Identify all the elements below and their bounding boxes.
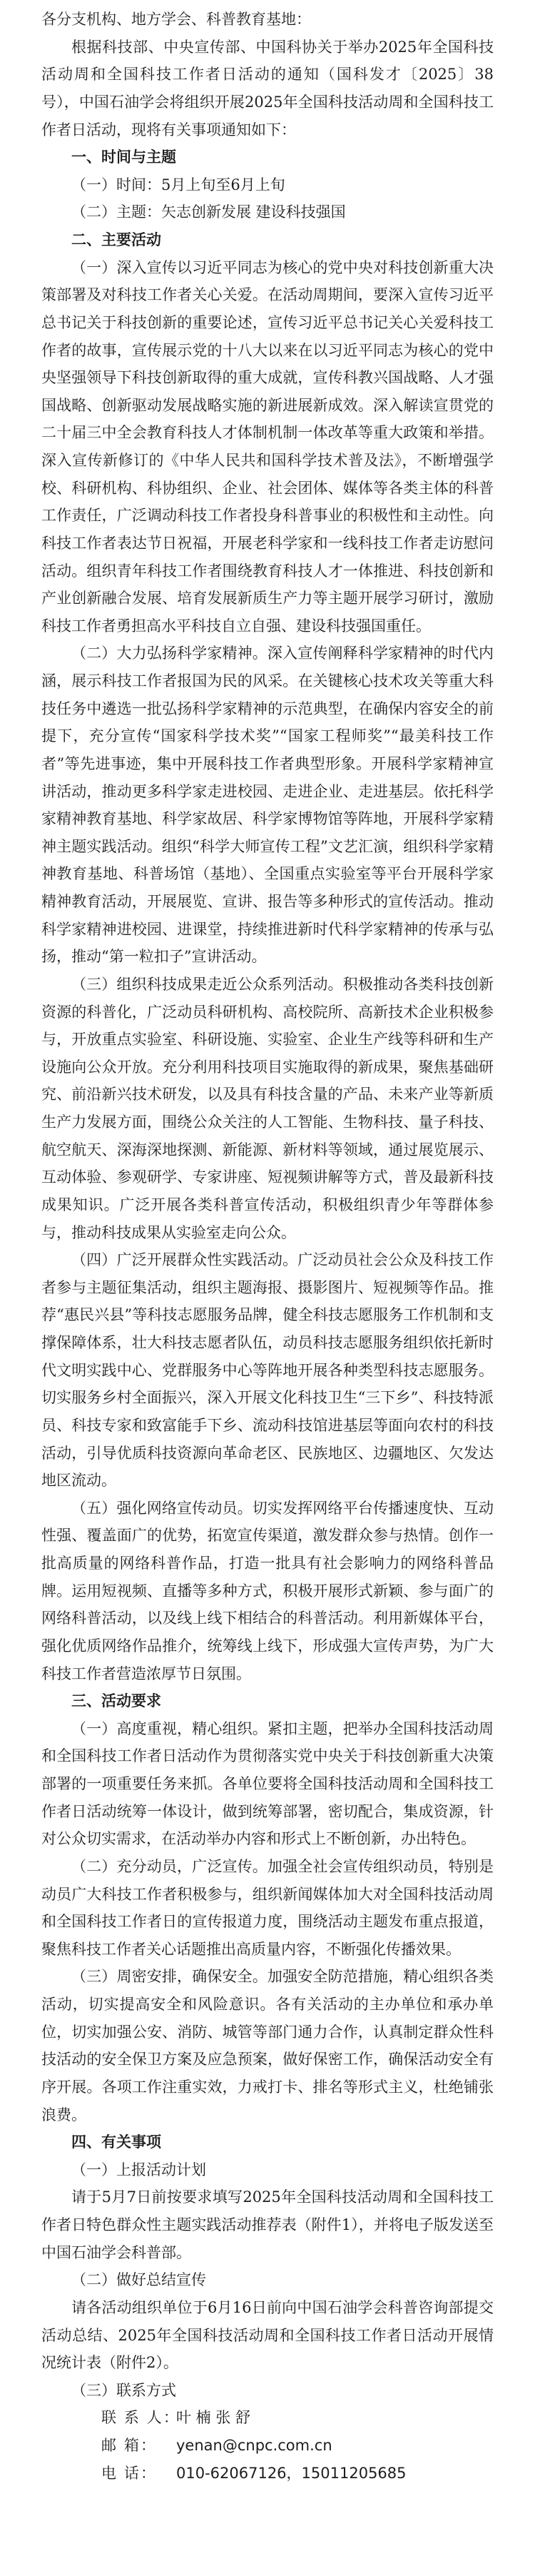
- section-item: （一）上报活动计划: [71, 2161, 206, 2178]
- section-item-detail: 请各活动组织单位于6月16日前向中国石油学会科普咨询部提交活动总结、2025年全国科技活动周和全国科技工作者日活动开展情况统计表（附件2）。: [41, 2298, 494, 2372]
- salutation: 各分支机构、地方学会、科普教育基地：: [41, 11, 311, 28]
- section-item: （一）时间：5月上旬至6月上旬: [71, 176, 285, 193]
- section-heading: 四、有关事项: [71, 2133, 161, 2151]
- section-item: （三）联系方式: [71, 2381, 176, 2399]
- section-heading: 一、时间与主题: [71, 148, 176, 166]
- contact-phone-label: 电 话：: [101, 2464, 158, 2482]
- intro-paragraph: 根据科技部、中央宣传部、中国科协关于举办2025年全国科技活动周和全国科技工作者日活动的通知（国科发才〔2025〕38号），中国石油学会将组织开展2025年全国科技活动周和全国科技工作者日活动，现将有关事项通知如下：: [41, 38, 494, 138]
- contact-person-label: 联 系 人：: [101, 2409, 180, 2427]
- contact-block: [41, 2404, 494, 2487]
- section-item: （二）充分动员，广泛宣传。加强全社会宣传组织动员，特别是动员广大科技工作者积极参与，组织新闻媒体加大对全国科技活动周和全国科技工作者日的宣传报道力度，围绕活动主题发布重点报道，聚焦科技工作者关心话题推出高质量内容，不断强化传播效果。: [41, 1857, 494, 1958]
- contact-email-link[interactable]: yenan@cnpc.com.cn: [176, 2437, 332, 2454]
- section: [41, 1687, 494, 2128]
- section-item: （四）广泛开展群众性实践活动。广泛动员社会公众及科技工作者参与主题征集活动，组织主题海报、摄影图片、短视频等作品。推荐“惠民兴县”等科技志愿服务品牌，健全科技志愿服务工作机制和支撑保障体系，壮大科技志愿者队伍，动员科技志愿服务组织依托新时代文明实践中心、党群服务中心等阵地开展各种类型科技志愿服务。切实服务乡村全面振兴，深入开展文化科技卫生“三下乡”、科技特派员、科技专家和致富能手下乡、流动科技馆进基层等面向农村的科技活动，引导优质科技资源向革命老区、民族地区、边疆地区、欠发达地区流动。: [41, 1251, 494, 1490]
- section-heading: 二、主要活动: [71, 231, 161, 248]
- contact-person-value: 叶 楠 张 舒: [176, 2409, 251, 2427]
- section-item: （三）组织科技成果走近公众系列活动。积极推动各类科技创新资源的科普化，广泛动员科研机构、高校院所、高新技术企业积极参与，开放重点实验室、科研设施、实验室、企业生产线等科研和生产设施向公众开放。充分利用科技项目实施取得的新成果，聚焦基础研究、前沿新兴技术研发，以及具有科技含量的产品、未来产业等新质生产力发展方面，围绕公众关注的人工智能、生物科技、量子科技、航空航天、深海深地探测、新能源、新材料等领域，通过展览展示、互动体验、参观研学、专家讲座、短视频讲解等方式，普及最新科技成果知识。广泛开展各类科普宣传活动，积极组织青少年等群体参与，推动科技成果从实验室走向公众。: [41, 975, 494, 1241]
- section-item: （二）主题：矢志创新发展 建设科技强国: [71, 203, 346, 221]
- section-item: （一）深入宣传以习近平同志为核心的党中央对科技创新重大决策部署及对科技工作者关心关爱。在活动周期间，要深入宣传习近平总书记关于科技创新的重要论述，宣传习近平总书记关心关爱科技工作者的故事，宣传展示党的十八大以来在以习近平同志为核心的党中央坚强领导下科技创新取得的重大成就，宣传科教兴国战略、人才强国战略、创新驱动发展战略实施的新进展新成效。深入解读宣贯党的二十届三中全会教育科技人才体制机制一体改革等重大政策和举措。深入宣传新修订的《中华人民共和国科学技术普及法》，不断增强学校、科研机构、科协组织、企业、社会团体、媒体等各类主体的科普工作责任，广泛调动科技工作者投身科普事业的积极性和主动性。向科技工作者表达节日祝福，开展老科学家和一线科技工作者走访慰问活动。组织青年科技工作者围绕教育科技人才一体推进、科技创新和产业创新融合发展、培育发展新质生产力等主题开展学习研讨，激励科技工作者勇担高水平科技自立自强、建设科技强国重任。: [41, 258, 494, 635]
- section-item: （三）周密安排，确保安全。加强安全防范措施，精心组织各类活动，切实提高安全和风险意识。各有关活动的主办单位和承办单位，切实加强公安、消防、城管等部门通力合作，认真制定群众性科技活动的安全保卫方案及应急预案，做好保密工作，确保活动安全有序开展。各项工作注重实效，力戒打卡、排名等形式主义，杜绝铺张浪费。: [41, 1968, 494, 2123]
- section: [41, 143, 494, 226]
- contact-person-row: [41, 2404, 494, 2432]
- contact-email-label: 邮 箱：: [101, 2437, 158, 2454]
- section-item: （二）做好总结宣传: [71, 2271, 206, 2289]
- sections-container: [41, 143, 494, 2404]
- section-item: （二）大力弘扬科学家精神。深入宣传阐释科学家精神的时代内涵，展示科技工作者报国为民的风采。在关键核心技术攻关等重大科技任务中遴选一批弘扬科学家精神的示范典型，在确保内容安全的前提下，充分宣传“国家科学技术奖”“国家工程师奖”“最美科技工作者”等先进事迹，集中开展科技工作者典型形象。开展科学家精神宣讲活动，推动更多科学家走进校园、走进企业、走进基层。依托科学家精神教育基地、科学家故居、科学家博物馆等阵地，开展科学家精神主题实践活动。组织“科学大师宣传工程”文艺汇演，组织科学家精神教育基地、科普场馆（基地）、全国重点实验室等平台开展科学家精神教育活动，开展展览、宣讲、报告等多种形式的宣传活动。推动科学家精神进校园、进课堂，持续推进新时代科学家精神的传承与弘扬，推动“第一粒扣子”宣讲活动。: [41, 645, 494, 966]
- contact-email-row: [41, 2432, 494, 2460]
- section-heading: 三、活动要求: [71, 1692, 161, 1710]
- section-item: （五）强化网络宣传动员。切实发挥网络平台传播速度快、互动性强、覆盖面广的优势，拓宽宣传渠道，激发群众参与热情。创作一批高质量的网络科普作品，打造一批具有社会影响力的网络科普品牌。运用短视频、直播等多种方式，积极开展形式新颖、参与面广的网络科普活动，以及线上线下相结合的科普活动。利用新媒体平台，强化优质网络作品推介，统筹线上线下，形成强大宣传声势，为广大科技工作者营造浓厚节日氛围。: [41, 1499, 494, 1682]
- contact-phone-value: 010-62067126，15011205685: [176, 2464, 407, 2482]
- section: [41, 2128, 494, 2404]
- section-item: （一）高度重视，精心组织。紧扣主题，把举办全国科技活动周和全国科技工作者日活动作为贯彻落实党中央关于科技创新重大决策部署的一项重要任务来抓。各单位要将全国科技活动周和全国科技工作者日活动统筹一体设计，做到统筹部署，密切配合，集成资源，针对公众切实需求，在活动举办内容和形式上不断创新，办出特色。: [41, 1719, 494, 1848]
- section: [41, 226, 494, 1687]
- section-item-detail: 请于5月7日前按要求填写2025年全国科技活动周和全国科技工作者日特色群众性主题实践活动推荐表（附件1），并将电子版发送至中国石油学会科普部。: [41, 2188, 494, 2261]
- contact-phone-row: [41, 2460, 494, 2487]
